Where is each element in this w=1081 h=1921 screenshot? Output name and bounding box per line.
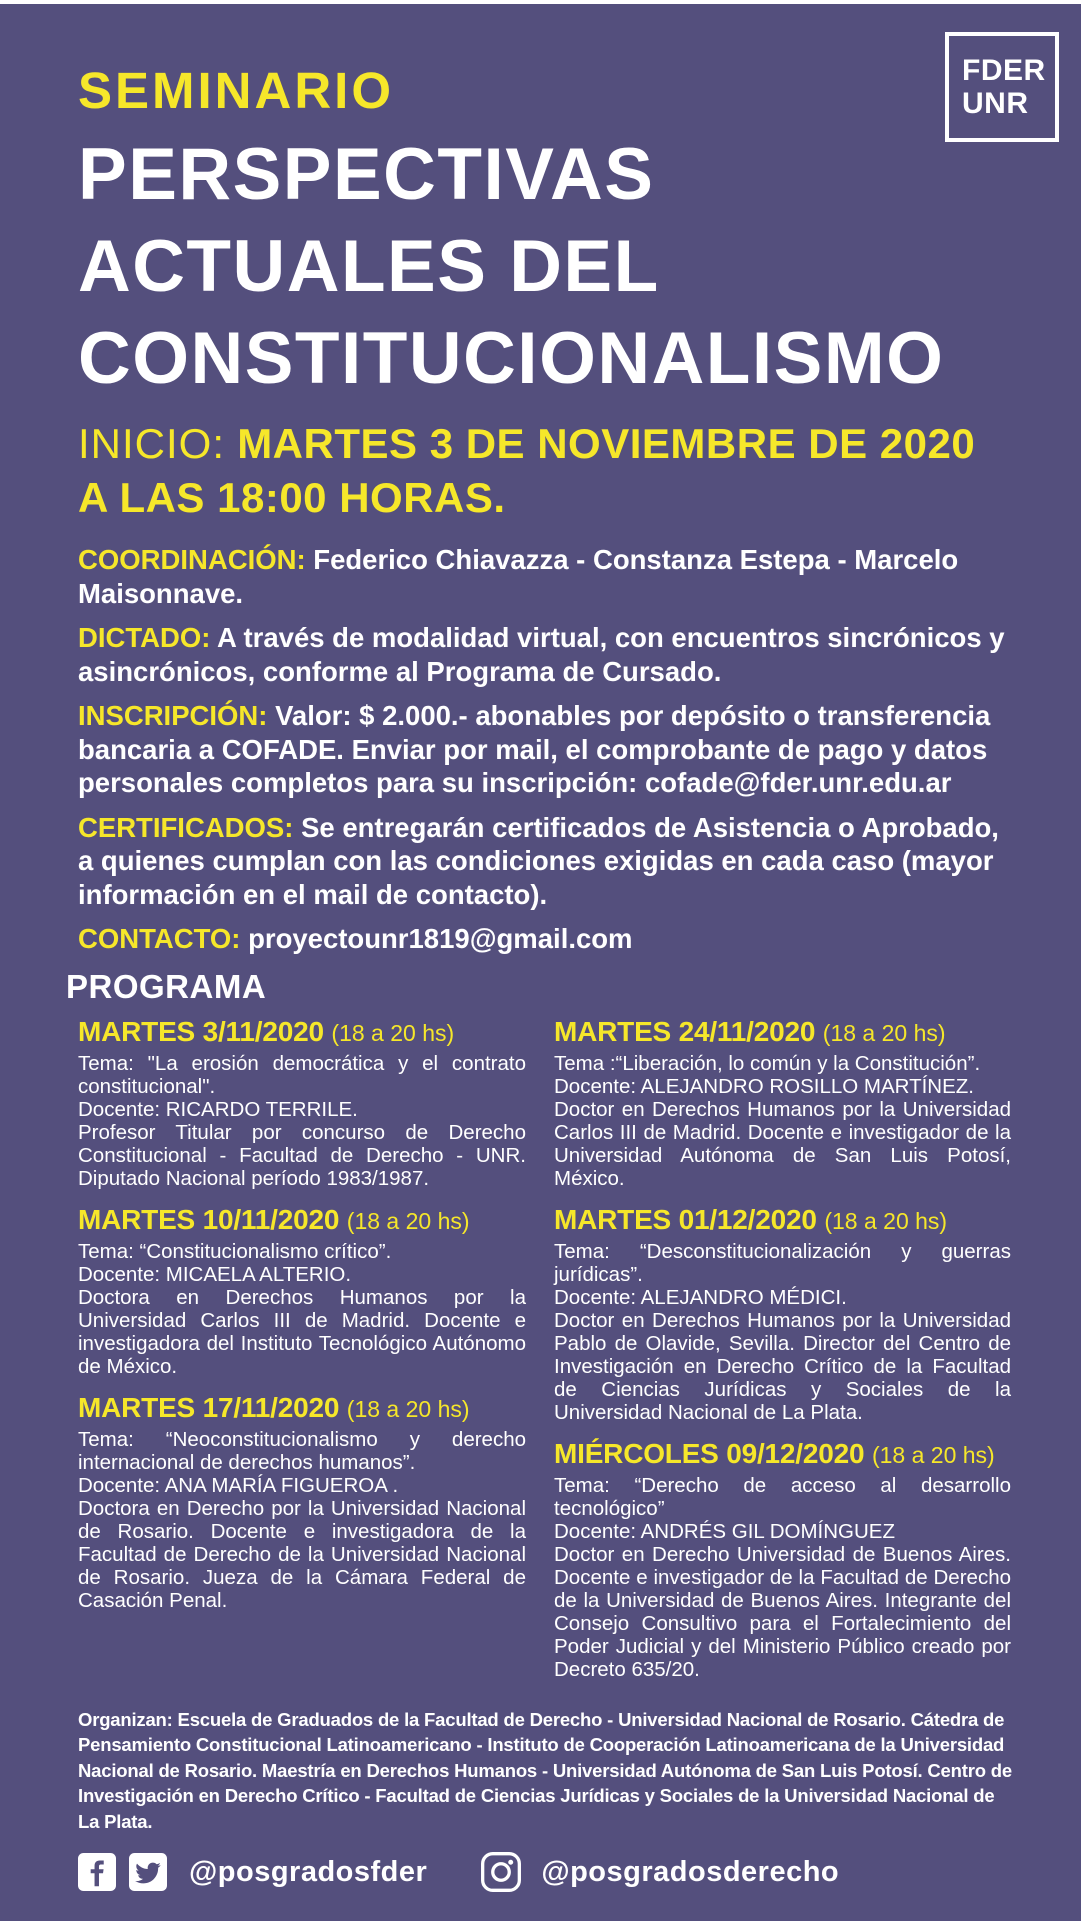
info-coordinacion xyxy=(78,543,1008,610)
title-line-3: CONSTITUCIONALISMO xyxy=(78,318,945,399)
session-bio: Doctor en Derechos Humanos por la Universidad Carlos III de Madrid. Docente e investigador de la Universidad Autónoma de San Luis Potosí, México. xyxy=(554,1097,1011,1190)
start-date xyxy=(78,417,1017,525)
instagram-handle: @posgradosderecho xyxy=(541,1855,840,1888)
session-date-heading xyxy=(554,1204,1011,1237)
session-tema: Tema: "La erosión democrática y el contrato constitucional". xyxy=(78,1051,526,1098)
session-martes-17-11 xyxy=(78,1392,526,1612)
session-tema: Tema: “Derecho de acceso al desarrollo tecnológico” xyxy=(554,1473,1011,1520)
logo-line-unr: UNR xyxy=(962,87,1029,120)
session-martes-3-11 xyxy=(78,1016,526,1190)
info-inscripcion-label: INSCRIPCIÓN: xyxy=(78,700,268,731)
info-inscripcion xyxy=(78,699,1008,800)
session-bio: Doctor en Derechos Humanos por la Universidad Pablo de Olavide, Sevilla. Director del Centro de Investigación en Derecho Crítico de la Facultad de Ciencias Jurídicas y Sociales de la Universidad Nacional de La Plata. xyxy=(554,1308,1011,1424)
title-line-1: PERSPECTIVAS xyxy=(78,134,655,215)
session-time: (18 a 20 hs) xyxy=(871,1441,995,1468)
info-certificados xyxy=(78,811,1008,912)
session-docente: Docente: RICARDO TERRILE. xyxy=(78,1097,358,1121)
title-line-2: ACTUALES DEL xyxy=(78,226,660,307)
session-date-heading xyxy=(554,1438,1011,1471)
instagram-icon xyxy=(479,1850,523,1894)
session-date: MARTES 01/12/2020 xyxy=(554,1203,817,1235)
session-docente: Docente: ALEJANDRO MÉDICI. xyxy=(554,1285,847,1309)
session-date: MARTES 17/11/2020 xyxy=(78,1391,340,1423)
facebook-twitter-handle: @posgradosfder xyxy=(189,1855,428,1888)
session-docente: Docente: ANDRÉS GIL DOMÍNGUEZ xyxy=(554,1519,895,1543)
session-date: MARTES 24/11/2020 xyxy=(554,1015,816,1047)
program-heading: PROGRAMA xyxy=(66,967,267,1005)
fder-unr-logo xyxy=(945,32,1059,142)
start-value-line-1: MARTES 3 DE NOVIEMBRE DE 2020 xyxy=(237,420,976,467)
session-docente: Docente: MICAELA ALTERIO. xyxy=(78,1262,352,1286)
info-coordinacion-text: Federico Chiavazza - Constanza Estepa - Marcelo Maisonnave. xyxy=(78,544,959,609)
session-date-heading xyxy=(554,1016,1011,1049)
logo-text xyxy=(949,54,1046,120)
start-label: INICIO: xyxy=(78,420,226,467)
session-docente: Docente: ALEJANDRO ROSILLO MARTÍNEZ. xyxy=(554,1074,974,1098)
seminar-kicker: SEMINARIO xyxy=(78,62,395,119)
session-bio: Doctora en Derecho por la Universidad Nacional de Rosario. Docente e investigadora de la Facultad de Derecho de la Universidad Nacional de Rosario. Jueza de la Cámara Federal de Casación Penal. xyxy=(78,1496,526,1612)
info-block xyxy=(78,543,1008,956)
session-time: (18 a 20 hs) xyxy=(331,1019,455,1046)
logo-line-fder: FDER xyxy=(962,54,1046,87)
info-certificados-text: Se entregarán certificados de Asistencia o Aprobado, a quienes cumplan con las condiciones exigidas en cada caso (mayor información en el mail de contacto). xyxy=(78,811,999,910)
session-martes-24-11 xyxy=(554,1016,1011,1190)
facebook-icon xyxy=(78,1853,116,1891)
session-date-heading xyxy=(78,1016,526,1049)
session-date: MIÉRCOLES 09/12/2020 xyxy=(554,1437,865,1469)
twitter-icon xyxy=(129,1853,167,1891)
start-date-line-1 xyxy=(78,417,1017,471)
info-dictado-text: A través de modalidad virtual, con encuentros sincrónicos y asincrónicos, conforme al Programa de Cursado. xyxy=(78,622,1005,687)
session-bio: Doctora en Derechos Humanos por la Universidad Carlos III de Madrid. Docente e investigadora del Instituto Tecnológico Autónomo de México. xyxy=(78,1285,526,1378)
session-time: (18 a 20 hs) xyxy=(346,1395,470,1422)
session-docente: Docente: ANA MARÍA FIGUEROA . xyxy=(78,1473,399,1497)
info-inscripcion-text: Valor: $ 2.000.- abonables por depósito o transferencia bancaria a COFADE. Enviar por mail, el comprobante de pago y datos personales completos para su inscripción: cofade@fder.unr.edu.ar xyxy=(78,700,991,798)
session-date-heading xyxy=(78,1204,526,1237)
info-contacto-text: proyectounr1819@gmail.com xyxy=(248,923,633,954)
program-column-right xyxy=(554,1016,1011,1695)
session-date: MARTES 3/11/2020 xyxy=(78,1015,324,1047)
session-martes-10-11 xyxy=(78,1204,526,1378)
session-bio: Doctor en Derecho Universidad de Buenos Aires. Docente e investigador de la Facultad de Derecho de la Universidad de Buenos Aires. Integrante del Consejo Consultivo para el Fortalecimiento del Poder Judicial y del Ministerio Público creado por Decreto 635/20. xyxy=(554,1542,1011,1681)
info-contacto xyxy=(78,922,1008,956)
session-time: (18 a 20 hs) xyxy=(824,1207,948,1234)
session-bio: Profesor Titular por concurso de Derecho Constitucional - Facultad de Derecho - UNR. Diputado Nacional período 1983/1987. xyxy=(78,1120,526,1190)
program-columns xyxy=(78,1016,1017,1695)
session-martes-01-12 xyxy=(554,1204,1011,1424)
session-tema: Tema :“Liberación, lo común y la Constitución”. xyxy=(554,1051,981,1075)
info-coordinacion-label: COORDINACIÓN: xyxy=(78,544,306,575)
page-title xyxy=(78,129,1017,405)
session-tema: Tema: “Neoconstitucionalismo y derecho internacional de derechos humanos”. xyxy=(78,1427,526,1474)
session-date: MARTES 10/11/2020 xyxy=(78,1203,340,1235)
social-bar xyxy=(78,1850,1017,1894)
info-contacto-label: CONTACTO: xyxy=(78,923,241,954)
session-miercoles-09-12 xyxy=(554,1438,1011,1681)
session-tema: Tema: “Constitucionalismo crítico”. xyxy=(78,1239,392,1263)
info-dictado xyxy=(78,621,1008,688)
session-time: (18 a 20 hs) xyxy=(346,1207,470,1234)
organizers-text: Organizan: Escuela de Graduados de la Facultad de Derecho - Universidad Nacional de Rosario. Cátedra de Pensamiento Constitucional Latinoamericano - Instituto de Cooperación Latinoamericana de la Universidad Nacional de Rosario. Maestría en Derechos Humanos - Universidad Autónoma de San Luis Potosí. Centro de Investigación en Derecho Crítico - Facultad de Ciencias Jurídicas y Sociales de la Universidad Nacional de La Plata. xyxy=(78,1708,1012,1832)
program-column-left xyxy=(78,1016,526,1695)
start-date-line-2: A LAS 18:00 HORAS. xyxy=(78,474,506,521)
info-certificados-label: CERTIFICADOS: xyxy=(78,811,294,843)
session-tema: Tema: “Desconstitucionalización y guerras jurídicas”. xyxy=(554,1239,1011,1286)
session-time: (18 a 20 hs) xyxy=(822,1019,946,1046)
session-date-heading xyxy=(78,1392,526,1425)
info-dictado-label: DICTADO: xyxy=(78,622,211,653)
